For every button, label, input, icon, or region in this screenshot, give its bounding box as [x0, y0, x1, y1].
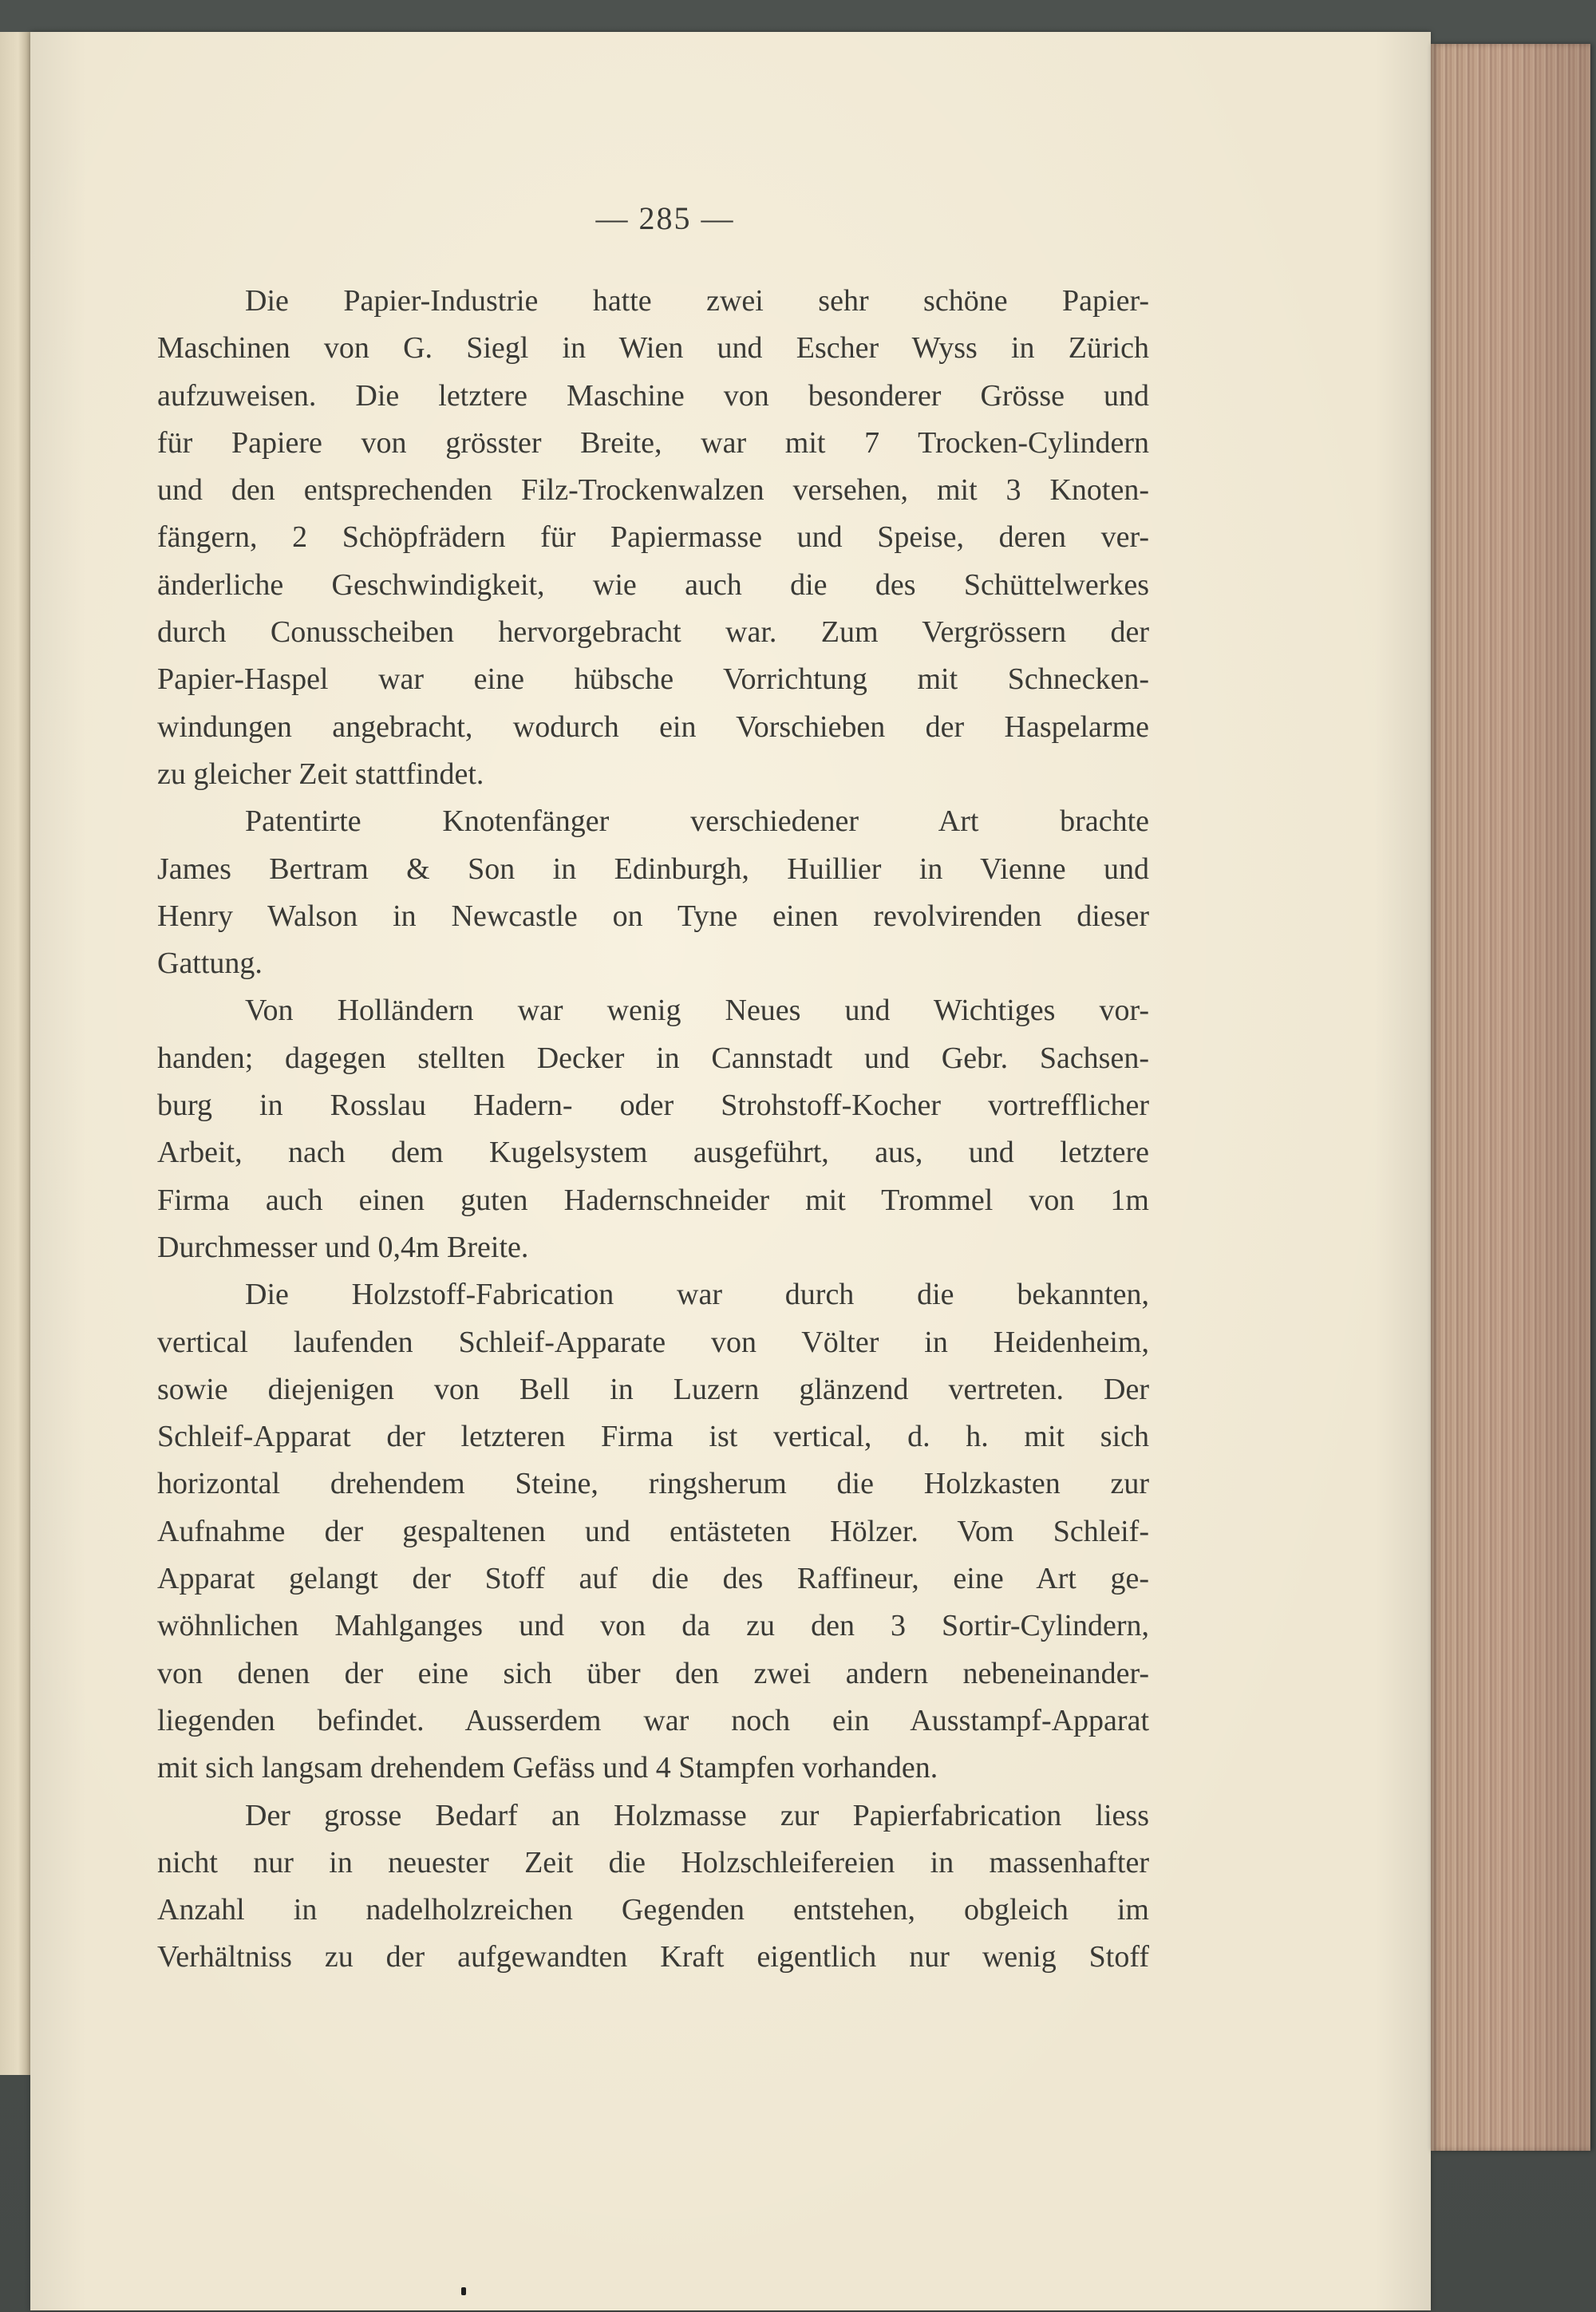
page-stack-shading: [1431, 44, 1590, 2151]
previous-page-edge: [0, 32, 30, 2075]
text-line: James Bertram & Son in Edinburgh, Huillier in Vienne und: [157, 852, 1149, 886]
text-line: liegenden befindet. Ausserdem war noch ein Ausstampf-Apparat: [157, 1703, 1149, 1737]
text-line: wöhnlichen Mahlganges und von da zu den 3 Sortir-Cylindern,: [157, 1609, 1149, 1643]
text-line: Verhältniss zu der aufgewandten Kraft eigentlich nur wenig Stoff: [157, 1940, 1149, 1974]
text-line: und den entsprechenden Filz-Trockenwalzen versehen, mit 3 Knoten-: [157, 473, 1149, 508]
text-line: windungen angebracht, wodurch ein Vorschieben der Haspelarme: [157, 709, 1149, 744]
text-line: änderliche Geschwindigkeit, wie auch die des Schüttelwerkes: [157, 567, 1149, 602]
text-line: aufzuweisen. Die letztere Maschine von besonderer Grösse und: [157, 378, 1149, 413]
text-line: Die Holzstoff-Fabrication war durch die bekannten,: [245, 1278, 1149, 1312]
paragraph-papier-industrie: [157, 278, 1149, 798]
text-line: Anzahl in nadelholzreichen Gegenden entstehen, obgleich im: [157, 1893, 1149, 1927]
text-line: Papier-Haspel war eine hübsche Vorrichtung mit Schnecken-: [157, 662, 1149, 697]
text-line: von denen der eine sich über den zwei andern nebeneinander-: [157, 1656, 1149, 1690]
text-line: handen; dagegen stellten Decker in Cannstadt und Gebr. Sachsen-: [157, 1041, 1149, 1075]
paragraph-holzmasse-bedarf: [157, 1792, 1149, 1982]
paragraph-knotenfaenger: [157, 798, 1149, 987]
text-line: fängern, 2 Schöpfrädern für Papiermasse und Speise, deren ver-: [157, 520, 1149, 555]
text-line: sowie diejenigen von Bell in Luzern glänzend vertreten. Der: [157, 1372, 1149, 1406]
text-line: Durchmesser und 0,4m Breite.: [157, 1230, 529, 1264]
text-line: Gattung.: [157, 947, 263, 981]
text-line: nicht nur in neuester Zeit die Holzschleifereien in massenhafter: [157, 1845, 1149, 1879]
text-line: für Papiere von grösster Breite, war mit 7 Trocken-Cylindern: [157, 425, 1149, 460]
text-line: Maschinen von G. Siegl in Wien und Escher Wyss in Zürich: [157, 331, 1149, 366]
text-line: Schleif-Apparat der letzteren Firma ist vertical, d. h. mit sich: [157, 1420, 1149, 1454]
text-line: zu gleicher Zeit stattfindet.: [157, 757, 484, 791]
scan-speck: [461, 2287, 466, 2295]
text-line: Firma auch einen guten Hadernschneider mit Trommel von 1m: [157, 1183, 1149, 1217]
text-line: Der grosse Bedarf an Holzmasse zur Papierfabrication liess: [245, 1798, 1149, 1832]
text-line: Arbeit, nach dem Kugelsystem ausgeführt, aus, und letztere: [157, 1136, 1149, 1170]
text-line: burg in Rosslau Hadern- oder Strohstoff-Kocher vortrefflicher: [157, 1089, 1149, 1123]
text-line: Die Papier-Industrie hatte zwei sehr schöne Papier-: [245, 284, 1149, 318]
paragraph-holzstoff-fabrication: [157, 1271, 1149, 1792]
text-line: vertical laufenden Schleif-Apparate von Völter in Heidenheim,: [157, 1325, 1149, 1359]
text-line: Patentirte Knotenfänger verschiedener Art brachte: [245, 804, 1149, 839]
text-line: durch Conusscheiben hervorgebracht war. Zum Vergrössern der: [157, 615, 1149, 650]
text-line: Von Holländern war wenig Neues und Wichtiges vor-: [245, 994, 1149, 1028]
text-line: mit sich langsam drehendem Gefäss und 4 Stampfen vorhanden.: [157, 1751, 938, 1785]
text-line: Henry Walson in Newcastle on Tyne einen revolvirenden dieser: [157, 899, 1149, 933]
text-line: Aufnahme der gespaltenen und entästeten Hölzer. Vom Schleif-: [157, 1514, 1149, 1548]
page-text-block: [157, 200, 1149, 1982]
paragraph-hollaender: [157, 987, 1149, 1271]
text-line: Apparat gelangt der Stoff auf die des Raffineur, eine Art ge-: [157, 1562, 1149, 1596]
page-number: — 285 —: [595, 200, 735, 236]
text-line: horizontal drehendem Steine, ringsherum die Holzkasten zur: [157, 1467, 1149, 1501]
